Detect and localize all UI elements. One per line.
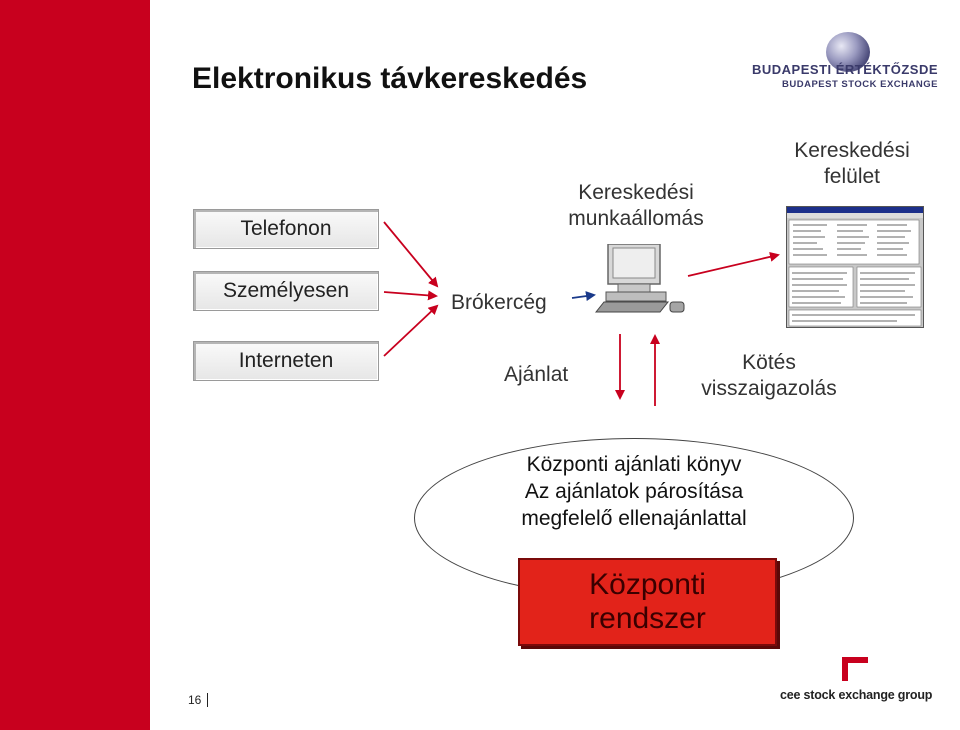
channel-interneten: Interneten: [193, 341, 379, 381]
slide-title: Elektronikus távkereskedés: [192, 62, 588, 95]
cee-logo-mark-icon: [842, 657, 868, 681]
central-system-line1: Központi: [589, 567, 706, 601]
trade-confirmation-label-line2: visszaigazolás: [701, 377, 837, 401]
order-book-line2: Az ajánlatok párosítása: [524, 479, 744, 503]
arrow-broker-to-workstation: [572, 295, 594, 298]
channel-szemelyesen: Személyesen: [193, 271, 379, 311]
page-number: 16: [188, 693, 208, 707]
trading-interface-label-line2: felület: [823, 165, 881, 189]
bse-logo-main-text: BUDAPESTI ÉRTÉKTŐZSDE: [752, 62, 939, 77]
order-label: Ajánlat: [504, 363, 569, 386]
order-book-line3: megfelelő ellenajánlattal: [521, 506, 747, 530]
central-system-box: [518, 558, 777, 646]
cee-logo: [780, 655, 933, 710]
arrow-workstation-to-interface: [688, 255, 778, 276]
arrow-interneten-to-broker: [384, 306, 437, 356]
cee-logo-text: cee stock exchange group: [780, 688, 933, 702]
arrow-szemelyesen-to-broker: [384, 292, 436, 296]
brokerceg-label: Brókercég: [451, 291, 547, 314]
central-system-line2: rendszer: [589, 602, 706, 635]
bse-logo-sub-text: BUDAPEST STOCK EXCHANGE: [782, 79, 938, 90]
channel-telefonon: Telefonon: [193, 209, 379, 249]
trading-interface-label-line1: Kereskedési: [794, 139, 910, 162]
workstation-label-line2: munkaállomás: [568, 207, 704, 231]
trade-confirmation-label-line1: Kötés: [742, 351, 796, 374]
order-book-text: [414, 452, 854, 533]
order-book-line1: Központi ajánlati könyv: [526, 453, 742, 476]
arrow-telefonon-to-broker: [384, 222, 437, 286]
workstation-label-line1: Kereskedési: [578, 181, 694, 204]
